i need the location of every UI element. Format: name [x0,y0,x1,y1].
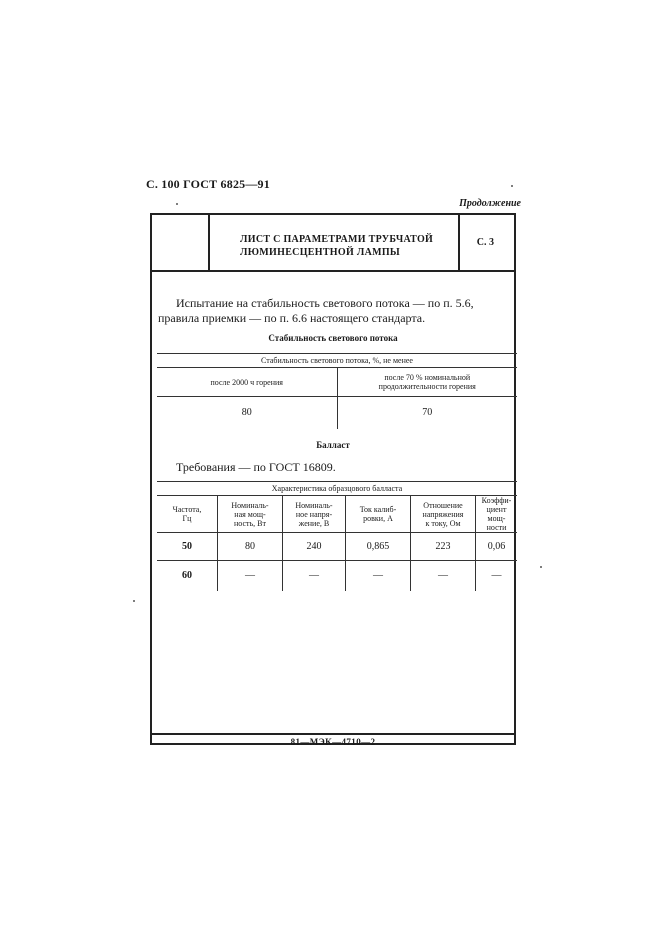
col-header-power-factor-line1: Коэффи- [481,496,512,505]
col-header-voltage-line1: Номиналь- [295,500,333,510]
test-paragraph-line1: Испытание на стабильность светового потока — по п. 5.6, [176,296,474,310]
stability-col2-header-line1: после 70 % номинальной [384,373,471,382]
ballast-heading: Балласт [316,440,350,450]
col-header-frequency-line2: Гц [182,514,192,523]
sheet-title-row [152,215,514,272]
col-header-power-factor-line3: ности [486,523,507,532]
col-header-voltage-line3: жение, В [298,518,330,528]
stability-col1-header: после 2000 ч горения [157,368,337,397]
ballast-table [157,481,517,591]
stability-col2-header [337,368,517,397]
cell-ratio: 223 [411,533,476,561]
cell-voltage: 240 [283,533,346,561]
scan-speck [511,185,513,187]
cell-power: — [218,561,283,591]
cell-power-factor: — [476,561,518,591]
cell-ratio: — [411,561,476,591]
continuation-label: Продолжение [459,198,521,209]
cell-current: 0,865 [346,533,411,561]
sheet-frame [150,213,516,745]
col-header-current-line1: Ток калиб- [359,505,397,514]
col-header-power [218,496,283,533]
sheet-title-line2: ЛЮМИНЕСЦЕНТНОЙ ЛАМПЫ [240,247,401,258]
scan-speck [133,600,135,602]
page-header: С. 100 ГОСТ 6825—91 [146,177,270,191]
col-header-ratio-line2: напряжения [422,509,464,519]
title-center-cell [210,215,460,270]
col-header-frequency [157,496,218,533]
table-row [157,533,517,561]
col-header-ratio-line3: к току, Ом [425,518,461,528]
scan-speck [176,203,178,205]
col-header-frequency-line1: Частота, [172,505,202,514]
stability-col1-value: 80 [157,397,337,429]
col-header-voltage [283,496,346,533]
test-paragraph-line2: правила приемки — по п. 6.6 настоящего стандарта. [158,311,426,325]
col-header-power-line2: ная мощ- [234,509,266,519]
test-paragraph [158,296,516,326]
cell-power-factor: 0,06 [476,533,518,561]
stability-col2-value: 70 [337,397,517,429]
scan-speck [540,566,542,568]
sheet-page-code: С. 3 [476,237,494,248]
col-header-power-factor-line2: циент мощ- [486,505,507,523]
col-header-power-factor [476,496,518,533]
stability-table-caption: Стабильность светового потока, %, не менее [157,354,517,368]
sheet-title-line1: ЛИСТ С ПАРАМЕТРАМИ ТРУБЧАТОЙ [240,234,434,245]
cell-frequency: 50 [157,533,218,561]
stability-table [157,353,517,429]
cell-voltage: — [283,561,346,591]
col-header-voltage-line2: ное напря- [295,509,333,519]
col-header-power-line3: ность, Вт [233,518,266,528]
stability-heading: Стабильность светового потока [268,333,398,343]
table-row [157,561,517,591]
footer-divider [150,733,516,735]
col-header-current-line2: ровки, А [363,514,393,523]
title-left-cell [152,215,210,270]
col-header-current [346,496,411,533]
col-header-ratio-line1: Отношение [423,500,463,510]
col-header-ratio [411,496,476,533]
sheet-title [240,233,433,259]
ballast-table-caption: Характеристика образцового балласта [157,482,517,496]
cell-power: 80 [218,533,283,561]
cell-current: — [346,561,411,591]
col-header-power-line1: Номиналь- [231,500,269,510]
cell-frequency: 60 [157,561,218,591]
footer-code: 81—МЭК—4710—2 [290,737,376,747]
ballast-requirements: Требования — по ГОСТ 16809. [176,460,336,474]
stability-col2-header-line2: продолжительности горения [378,382,476,391]
